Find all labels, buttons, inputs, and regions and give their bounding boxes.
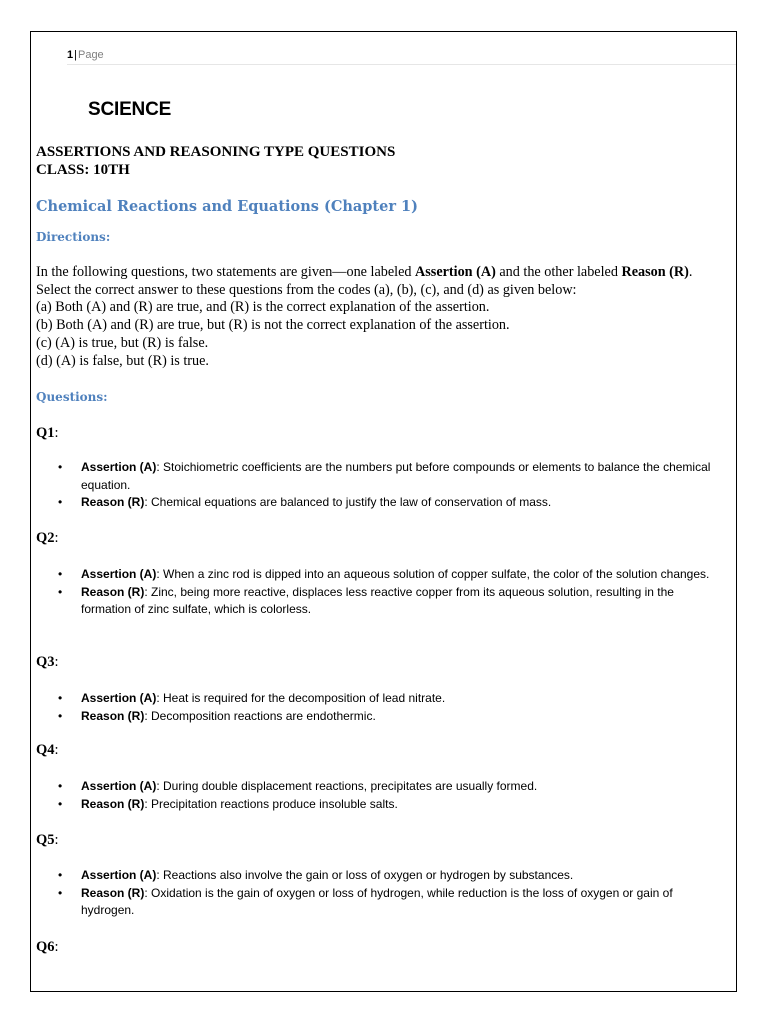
directions-text: [36, 264, 710, 370]
question-q1-list: [31, 459, 721, 512]
reason-text: : Decomposition reactions are endothermic.: [144, 708, 376, 723]
question-label-q5: [36, 832, 59, 849]
question-number: Q2: [36, 530, 55, 546]
chapter-heading: Chemical Reactions and Equations (Chapter 1): [36, 198, 418, 215]
question-colon: :: [54, 654, 59, 670]
reason-text: : Precipitation reactions produce insoluble salts.: [144, 796, 398, 811]
list-item: [31, 690, 721, 708]
question-label-q6: [36, 939, 59, 956]
reason-text: : Zinc, being more reactive, displaces less reactive copper from its aqueous solution, resulting in the formation of zinc sulfate, which is colorless.: [81, 584, 674, 616]
question-colon: :: [54, 939, 59, 955]
reason-text: : Oxidation is the gain of oxygen or loss of hydrogen, while reduction is the loss of oxygen or gain of hydrogen.: [81, 885, 673, 917]
list-item: [31, 566, 721, 584]
subject-title: SCIENCE: [88, 99, 172, 120]
question-colon: :: [54, 742, 59, 758]
question-colon: :: [54, 832, 59, 848]
page-header: [67, 46, 736, 65]
document-title: [36, 143, 395, 179]
list-item: [31, 708, 721, 726]
reason-label: Reason (R): [81, 796, 145, 811]
list-item: [31, 796, 721, 814]
question-label-q3: [36, 654, 59, 671]
list-item: [31, 867, 721, 885]
question-colon: :: [54, 425, 59, 441]
assertion-label: Assertion (A): [81, 460, 157, 474]
directions-heading: Directions:: [36, 230, 111, 244]
list-item: [31, 494, 721, 512]
title-line-2: CLASS: 10TH: [36, 162, 130, 178]
list-item: [31, 885, 721, 920]
assertion-text: : Stoichiometric coefficients are the numbers put before compounds or elements to balance the chemical equation.: [81, 460, 711, 492]
list-item: [31, 584, 721, 619]
list-item: [31, 459, 721, 494]
reason-label: Reason (R): [81, 584, 145, 599]
question-number: Q3: [36, 654, 55, 670]
assertion-text: : When a zinc rod is dipped into an aqueous solution of copper sulfate, the color of the solution changes.: [156, 567, 710, 581]
question-q2-list: [31, 566, 721, 619]
reason-text: : Chemical equations are balanced to justify the law of conservation of mass.: [144, 495, 552, 509]
question-number: Q4: [36, 742, 55, 758]
intro-reason-bold: Reason (R): [621, 264, 689, 280]
page-separator: |: [74, 49, 77, 61]
title-line-1: ASSERTIONS AND REASONING TYPE QUESTIONS: [36, 144, 396, 160]
question-label-q2: [36, 530, 59, 547]
question-q5-list: [31, 867, 721, 920]
question-q3-list: [31, 690, 721, 725]
assertion-text: : Heat is required for the decomposition of lead nitrate.: [156, 691, 446, 705]
question-number: Q6: [36, 939, 55, 955]
option-b: (b) Both (A) and (R) are true, but (R) is not the correct explanation of the assertion.: [36, 317, 510, 334]
reason-label: Reason (R): [81, 708, 145, 723]
assertion-label: Assertion (A): [81, 567, 157, 581]
question-colon: :: [54, 530, 59, 546]
reason-label: Reason (R): [81, 885, 145, 900]
intro-part-2: and the other labeled: [495, 264, 622, 280]
assertion-text: : During double displacement reactions, precipitates are usually formed.: [156, 779, 538, 793]
intro-part-3: . Select the correct answer to these questions from the codes (a), (b), (c), and (d) as given below:: [36, 264, 693, 298]
assertion-text: : Reactions also involve the gain or loss of oxygen or hydrogen by substances.: [156, 868, 574, 882]
document-page: [30, 31, 737, 992]
reason-label: Reason (R): [81, 495, 145, 509]
assertion-label: Assertion (A): [81, 691, 157, 705]
question-q4-list: [31, 778, 721, 813]
assertion-label: Assertion (A): [81, 868, 157, 882]
option-a: (a) Both (A) and (R) are true, and (R) is the correct explanation of the assertion.: [36, 299, 490, 316]
question-label-q4: [36, 742, 59, 759]
intro-part-1: In the following questions, two statements are given—one labeled: [36, 264, 416, 280]
question-number: Q5: [36, 832, 55, 848]
page-word: Page: [77, 49, 104, 61]
question-number: Q1: [36, 425, 55, 441]
questions-heading: Questions:: [36, 390, 108, 404]
page-number: 1: [67, 49, 74, 61]
option-c: (c) (A) is true, but (R) is false.: [36, 334, 209, 351]
intro-assertion-bold: Assertion (A): [415, 264, 496, 280]
option-d: (d) (A) is false, but (R) is true.: [36, 352, 209, 369]
question-label-q1: [36, 425, 59, 442]
assertion-label: Assertion (A): [81, 779, 157, 793]
list-item: [31, 778, 721, 796]
